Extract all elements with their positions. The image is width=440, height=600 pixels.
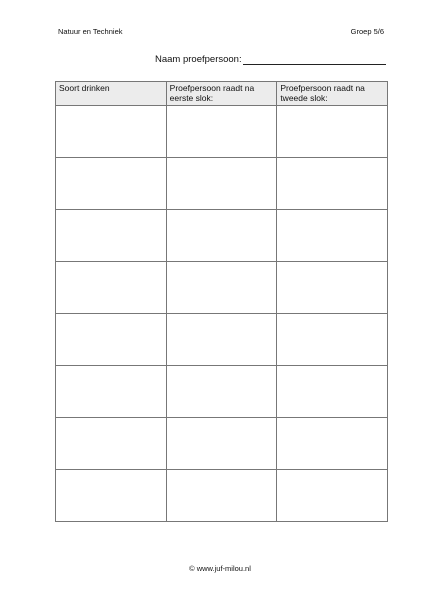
table-row: [56, 314, 388, 366]
drink-type-cell[interactable]: [56, 262, 167, 314]
first-sip-cell[interactable]: [166, 366, 277, 418]
drink-type-cell[interactable]: [56, 210, 167, 262]
group-label: Groep 5/6: [350, 27, 384, 36]
first-sip-cell[interactable]: [166, 314, 277, 366]
column-header-drink-type: Soort drinken: [56, 82, 167, 106]
first-sip-cell[interactable]: [166, 262, 277, 314]
table-row: [56, 470, 388, 522]
first-sip-cell[interactable]: [166, 106, 277, 158]
copyright-footer: © www.juf-milou.nl: [189, 564, 251, 573]
drink-type-cell[interactable]: [56, 158, 167, 210]
table-row: [56, 262, 388, 314]
table-row: [56, 418, 388, 470]
name-field-label: Naam proefpersoon:: [155, 54, 242, 65]
second-sip-cell[interactable]: [277, 366, 388, 418]
drink-type-cell[interactable]: [56, 366, 167, 418]
table-row: [56, 106, 388, 158]
table-row: [56, 366, 388, 418]
second-sip-cell[interactable]: [277, 314, 388, 366]
table-header-row: [56, 82, 388, 106]
drink-type-cell[interactable]: [56, 106, 167, 158]
drink-type-cell[interactable]: [56, 470, 167, 522]
drink-type-cell[interactable]: [56, 418, 167, 470]
first-sip-cell[interactable]: [166, 158, 277, 210]
table-row: [56, 158, 388, 210]
first-sip-cell[interactable]: [166, 470, 277, 522]
column-header-second-sip: Proefpersoon raadt na tweede slok:: [277, 82, 388, 106]
subject-label: Natuur en Techniek: [58, 27, 123, 36]
column-header-first-sip: Proefpersoon raadt na eerste slok:: [166, 82, 277, 106]
name-field: [155, 53, 386, 65]
second-sip-cell[interactable]: [277, 418, 388, 470]
name-blank-line[interactable]: [243, 55, 386, 65]
second-sip-cell[interactable]: [277, 470, 388, 522]
drink-type-cell[interactable]: [56, 314, 167, 366]
first-sip-cell[interactable]: [166, 210, 277, 262]
first-sip-cell[interactable]: [166, 418, 277, 470]
second-sip-cell[interactable]: [277, 158, 388, 210]
tasting-table: [55, 81, 388, 522]
table-body: [56, 106, 388, 522]
second-sip-cell[interactable]: [277, 210, 388, 262]
second-sip-cell[interactable]: [277, 106, 388, 158]
second-sip-cell[interactable]: [277, 262, 388, 314]
table-row: [56, 210, 388, 262]
